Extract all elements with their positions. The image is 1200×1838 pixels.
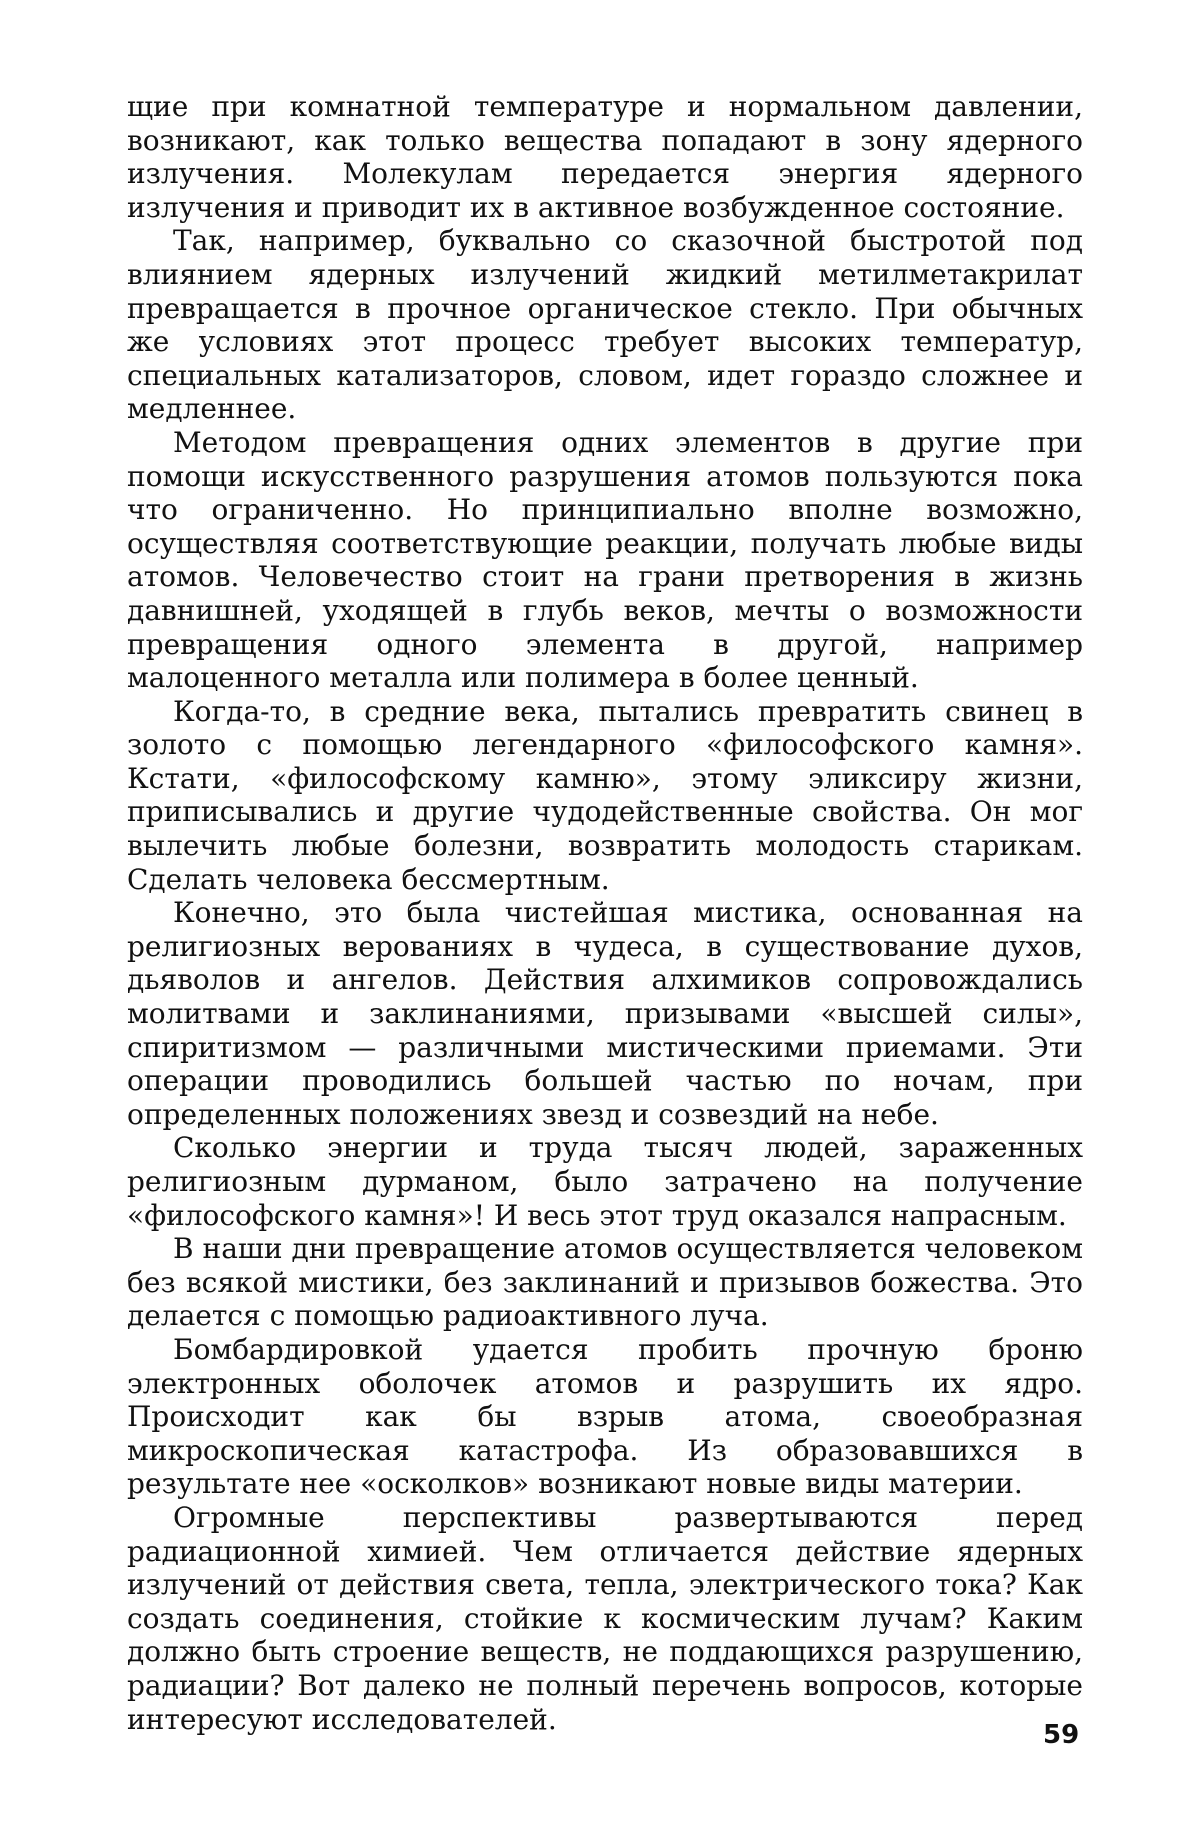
paragraph: Бомбардировкой удается пробить прочную броню электронных оболочек атомов и разрушить их ядро. Происходит как бы взрыв атома, своеобразная микроскопическая катастрофа. Из образовавшихся в результате нее «осколков» возникают новые виды материи. — [127, 1332, 1083, 1501]
paragraph: Конечно, это была чистейшая мистика, основанная на религиозных верованиях в чудеса, в существование духов, дьяволов и ангелов. Действия алхимиков сопровождались молитвами и заклинаниями, призывами «высшей силы», спиритизмом — различными мистическими приемами. Эти операции проводились большей частью по ночам, при определенных положениях звезд и созвездий на небе. — [127, 896, 1083, 1131]
page-number: 59 — [1043, 1720, 1080, 1750]
page-text — [127, 90, 1083, 1736]
paragraph: В наши дни превращение атомов осуществляется человеком без всякой мистики, без заклинаний и призывов божества. Это делается с помощью радиоактивного луча. — [127, 1232, 1083, 1333]
paragraph: Сколько энергии и труда тысяч людей, зараженных религиозным дурманом, было затрачено на получение «философского камня»! И весь этот труд оказался напрасным. — [127, 1131, 1083, 1232]
paragraph: Огромные перспективы развертываются перед радиационной химией. Чем отличается действие ядерных излучений от действия света, тепла, электрического тока? Как создать соединения, стойкие к космическим лучам? Каким должно быть строение веществ, не поддающихся разрушению, радиации? Вот далеко не полный перечень вопросов, которые интересуют исследователей. — [127, 1500, 1083, 1736]
paragraph: щие при комнатной температуре и нормальном давлении, возникают, как только вещества попадают в зону ядерного излучения. Молекулам передается энергия ядерного излучения и приводит их в активное возбужденное состояние. — [127, 90, 1083, 224]
paragraph: Методом превращения одних элементов в другие при помощи искусственного разрушения атомов пользуются пока что ограниченно. Но принципиально вполне возможно, осуществляя соответствующие реакции, получать любые виды атомов. Человечество стоит на грани претворения в жизнь давнишней, уходящей в глубь веков, мечты о возможности превращения одного элемента в другой, например малоценного металла или полимера в более ценный. — [127, 425, 1083, 695]
paragraph: Когда-то, в средние века, пытались превратить свинец в золото с помощью легендарного «философского камня». Кстати, «философскому камню», этому эликсиру жизни, приписывались и другие чудодейственные свойства. Он мог вылечить любые болезни, возвратить молодость старикам. Сделать человека бессмертным. — [127, 694, 1083, 896]
paragraph: Так, например, буквально со сказочной быстротой под влиянием ядерных излучений жидкий метилметакрилат превращается в прочное органическое стекло. При обычных же условиях этот процесс требует высоких температур, специальных катализаторов, словом, идет гораздо сложнее и медленнее. — [127, 224, 1083, 426]
